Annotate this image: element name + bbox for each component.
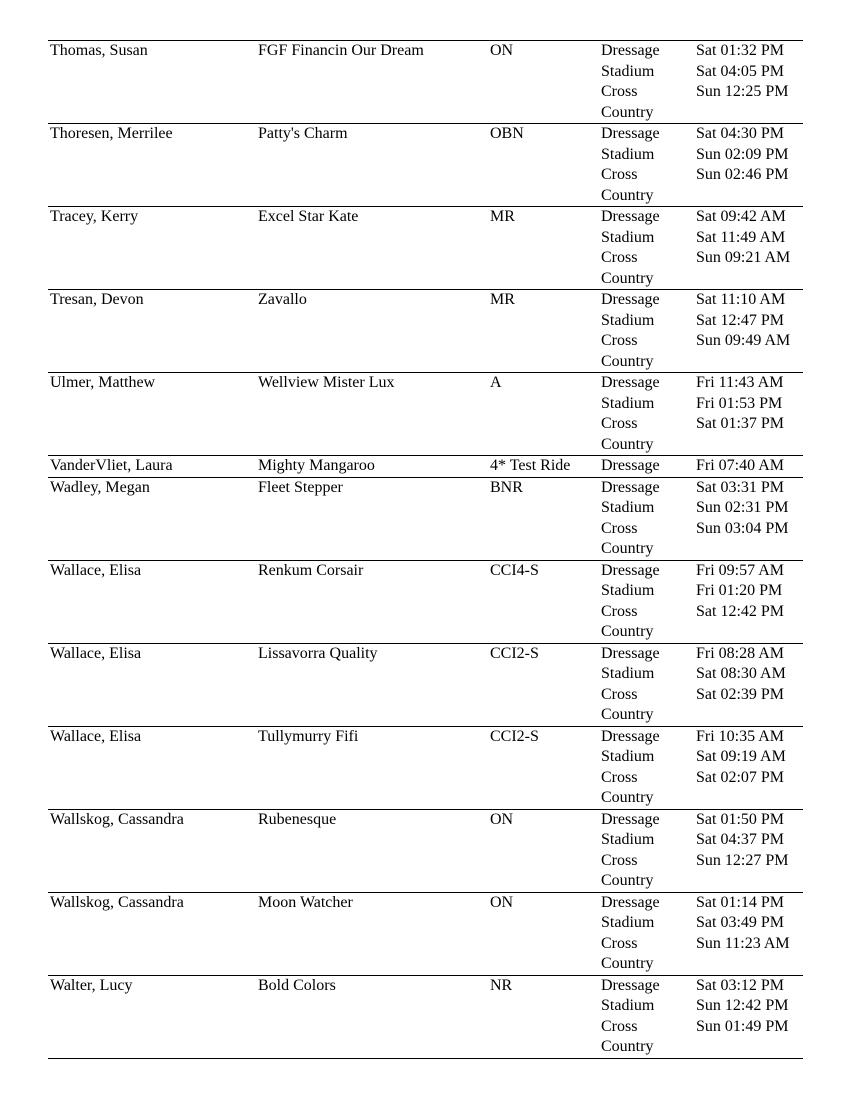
time-list <box>694 41 803 124</box>
rider-name: Thomas, Susan <box>50 42 148 59</box>
horse-name: FGF Financin Our Dream <box>258 42 424 59</box>
rider-name: Ulmer, Matthew <box>50 374 156 391</box>
ride-time: Sat 11:49 AM <box>696 228 786 246</box>
phase-name: Dressage <box>601 727 660 745</box>
ride-time: Sat 01:37 PM <box>696 415 785 432</box>
phase-name: Stadium <box>601 145 655 163</box>
phase-name: Dressage <box>601 374 660 391</box>
time-list <box>694 290 803 373</box>
ride-time: Sun 02:46 PM <box>696 166 789 183</box>
phase-list <box>599 207 694 290</box>
ride-time: Sat 09:19 AM <box>696 748 786 765</box>
division: NR <box>490 976 513 994</box>
horse-name: Mighty Mangaroo <box>258 457 375 474</box>
phase-name: Dressage <box>601 893 660 911</box>
division: ON <box>490 810 514 828</box>
division: A <box>490 374 502 391</box>
phase-name: Stadium <box>601 499 655 516</box>
ride-time: Sun 09:49 AM <box>696 332 791 349</box>
phase-name: Stadium <box>601 62 655 80</box>
table-row <box>48 560 803 643</box>
phase-name: Dressage <box>601 42 660 59</box>
time-list <box>694 643 803 726</box>
phase-name: Dressage <box>601 644 660 662</box>
ride-time: Sat 01:50 PM <box>696 810 785 828</box>
phase-list <box>599 809 694 892</box>
ride-time: Sat 04:30 PM <box>696 125 785 142</box>
phase-name: Cross Country <box>601 249 654 287</box>
phase-name: Stadium <box>601 394 655 412</box>
phase-list <box>599 892 694 975</box>
phase-name: Cross Country <box>601 83 654 121</box>
phase-list <box>599 124 694 207</box>
horse-name: Renkum Corsair <box>258 561 364 579</box>
horse-name: Fleet Stepper <box>258 478 343 496</box>
division: 4* Test Ride <box>490 457 571 474</box>
time-list <box>694 456 803 478</box>
ride-times-table <box>48 40 803 1059</box>
time-list <box>694 809 803 892</box>
ride-time: Sat 12:47 PM <box>696 311 785 329</box>
rider-name: Wadley, Megan <box>50 478 150 496</box>
rider-name: Wallace, Elisa <box>50 727 142 745</box>
ride-time: Fri 01:20 PM <box>696 582 783 599</box>
division: OBN <box>490 125 524 142</box>
phase-name: Dressage <box>601 976 660 994</box>
phase-name: Cross Country <box>601 851 654 889</box>
time-list <box>694 373 803 456</box>
phase-list <box>599 477 694 560</box>
phase-name: Stadium <box>601 311 655 329</box>
phase-name: Stadium <box>601 831 655 848</box>
horse-name: Excel Star Kate <box>258 208 359 225</box>
rider-name: VanderVliet, Laura <box>50 457 173 474</box>
phase-name: Stadium <box>601 914 655 931</box>
rider-name: Walter, Lucy <box>50 976 133 994</box>
phase-name: Dressage <box>601 125 660 142</box>
ride-time: Sat 11:10 AM <box>696 291 786 308</box>
phase-name: Stadium <box>601 748 655 765</box>
phase-name: Cross Country <box>601 934 654 972</box>
table-row <box>48 477 803 560</box>
ride-time: Fri 07:40 AM <box>696 457 785 474</box>
rider-name: Wallskog, Cassandra <box>50 810 184 828</box>
phase-name: Cross Country <box>601 519 654 557</box>
phase-list <box>599 373 694 456</box>
ride-time: Sun 12:27 PM <box>696 851 789 869</box>
horse-name: Patty's Charm <box>258 125 348 142</box>
phase-name: Cross Country <box>601 166 654 204</box>
horse-name: Bold Colors <box>258 976 336 994</box>
division: ON <box>490 893 514 911</box>
ride-time: Sun 02:31 PM <box>696 499 789 516</box>
table-row <box>48 456 803 478</box>
ride-time: Sat 03:49 PM <box>696 914 785 931</box>
phase-list <box>599 643 694 726</box>
time-list <box>694 726 803 809</box>
division: CCI2-S <box>490 644 539 662</box>
division: MR <box>490 208 515 225</box>
phase-list <box>599 975 694 1058</box>
phase-name: Stadium <box>601 665 655 682</box>
ride-time: Sat 12:42 PM <box>696 602 785 620</box>
rider-name: Wallace, Elisa <box>50 561 142 579</box>
horse-name: Zavallo <box>258 291 307 308</box>
horse-name: Lissavorra Quality <box>258 644 378 662</box>
ride-time: Sat 08:30 AM <box>696 665 786 682</box>
rider-name: Wallace, Elisa <box>50 644 142 662</box>
table-row <box>48 373 803 456</box>
time-list <box>694 124 803 207</box>
horse-name: Tullymurry Fifi <box>258 727 359 745</box>
phase-name: Cross Country <box>601 1017 654 1055</box>
ride-time: Fri 08:28 AM <box>696 644 785 662</box>
ride-time: Sat 03:12 PM <box>696 976 785 994</box>
ride-time: Sun 03:04 PM <box>696 519 789 537</box>
ride-time: Sat 02:39 PM <box>696 685 785 703</box>
rider-name: Tresan, Devon <box>50 291 144 308</box>
ride-time: Sat 04:37 PM <box>696 831 785 848</box>
ride-time: Fri 09:57 AM <box>696 561 785 579</box>
phase-name: Dressage <box>601 810 660 828</box>
table-row <box>48 726 803 809</box>
phase-name: Dressage <box>601 457 660 474</box>
ride-time: Sat 04:05 PM <box>696 62 785 80</box>
phase-name: Dressage <box>601 561 660 579</box>
ride-time: Sat 03:31 PM <box>696 478 785 496</box>
horse-name: Moon Watcher <box>258 893 353 911</box>
ride-time: Sat 01:32 PM <box>696 42 785 59</box>
phase-name: Dressage <box>601 208 660 225</box>
phase-list <box>599 41 694 124</box>
rider-name: Wallskog, Cassandra <box>50 893 184 911</box>
table-row <box>48 290 803 373</box>
rider-name: Thoresen, Merrilee <box>50 125 173 142</box>
phase-name: Dressage <box>601 291 660 308</box>
time-list <box>694 560 803 643</box>
table-row <box>48 207 803 290</box>
phase-name: Dressage <box>601 478 660 496</box>
table-row <box>48 41 803 124</box>
phase-list <box>599 726 694 809</box>
division: BNR <box>490 478 523 496</box>
rider-name: Tracey, Kerry <box>50 208 139 225</box>
division: CCI4-S <box>490 561 539 579</box>
division: MR <box>490 291 515 308</box>
phase-name: Stadium <box>601 228 655 246</box>
phase-name: Cross Country <box>601 685 654 723</box>
phase-name: Cross Country <box>601 768 654 806</box>
ride-time: Sun 01:49 PM <box>696 1017 789 1035</box>
ride-time: Sun 12:42 PM <box>696 997 789 1014</box>
table-row <box>48 892 803 975</box>
time-list <box>694 477 803 560</box>
ride-time: Fri 11:43 AM <box>696 374 784 391</box>
ride-time: Sat 01:14 PM <box>696 893 785 911</box>
time-list <box>694 207 803 290</box>
table-row <box>48 643 803 726</box>
ride-time: Sun 11:23 AM <box>696 934 790 952</box>
ride-time: Sun 02:09 PM <box>696 145 789 163</box>
time-list <box>694 975 803 1058</box>
ride-times-body <box>48 41 803 1059</box>
table-row <box>48 975 803 1058</box>
phase-name: Cross Country <box>601 602 654 640</box>
ride-time: Fri 10:35 AM <box>696 727 785 745</box>
division: CCI2-S <box>490 727 539 745</box>
ride-time: Fri 01:53 PM <box>696 394 783 412</box>
ride-time: Sun 12:25 PM <box>696 83 789 100</box>
phase-name: Stadium <box>601 997 655 1014</box>
ride-time: Sat 09:42 AM <box>696 208 786 225</box>
phase-name: Cross Country <box>601 415 654 453</box>
division: ON <box>490 42 514 59</box>
horse-name: Wellview Mister Lux <box>258 374 395 391</box>
table-row <box>48 124 803 207</box>
phase-list <box>599 456 694 478</box>
horse-name: Rubenesque <box>258 810 337 828</box>
time-list <box>694 892 803 975</box>
phase-name: Stadium <box>601 582 655 599</box>
phase-list <box>599 560 694 643</box>
phase-list <box>599 290 694 373</box>
ride-time: Sat 02:07 PM <box>696 768 785 786</box>
ride-time: Sun 09:21 AM <box>696 249 791 266</box>
table-row <box>48 809 803 892</box>
phase-name: Cross Country <box>601 332 654 370</box>
